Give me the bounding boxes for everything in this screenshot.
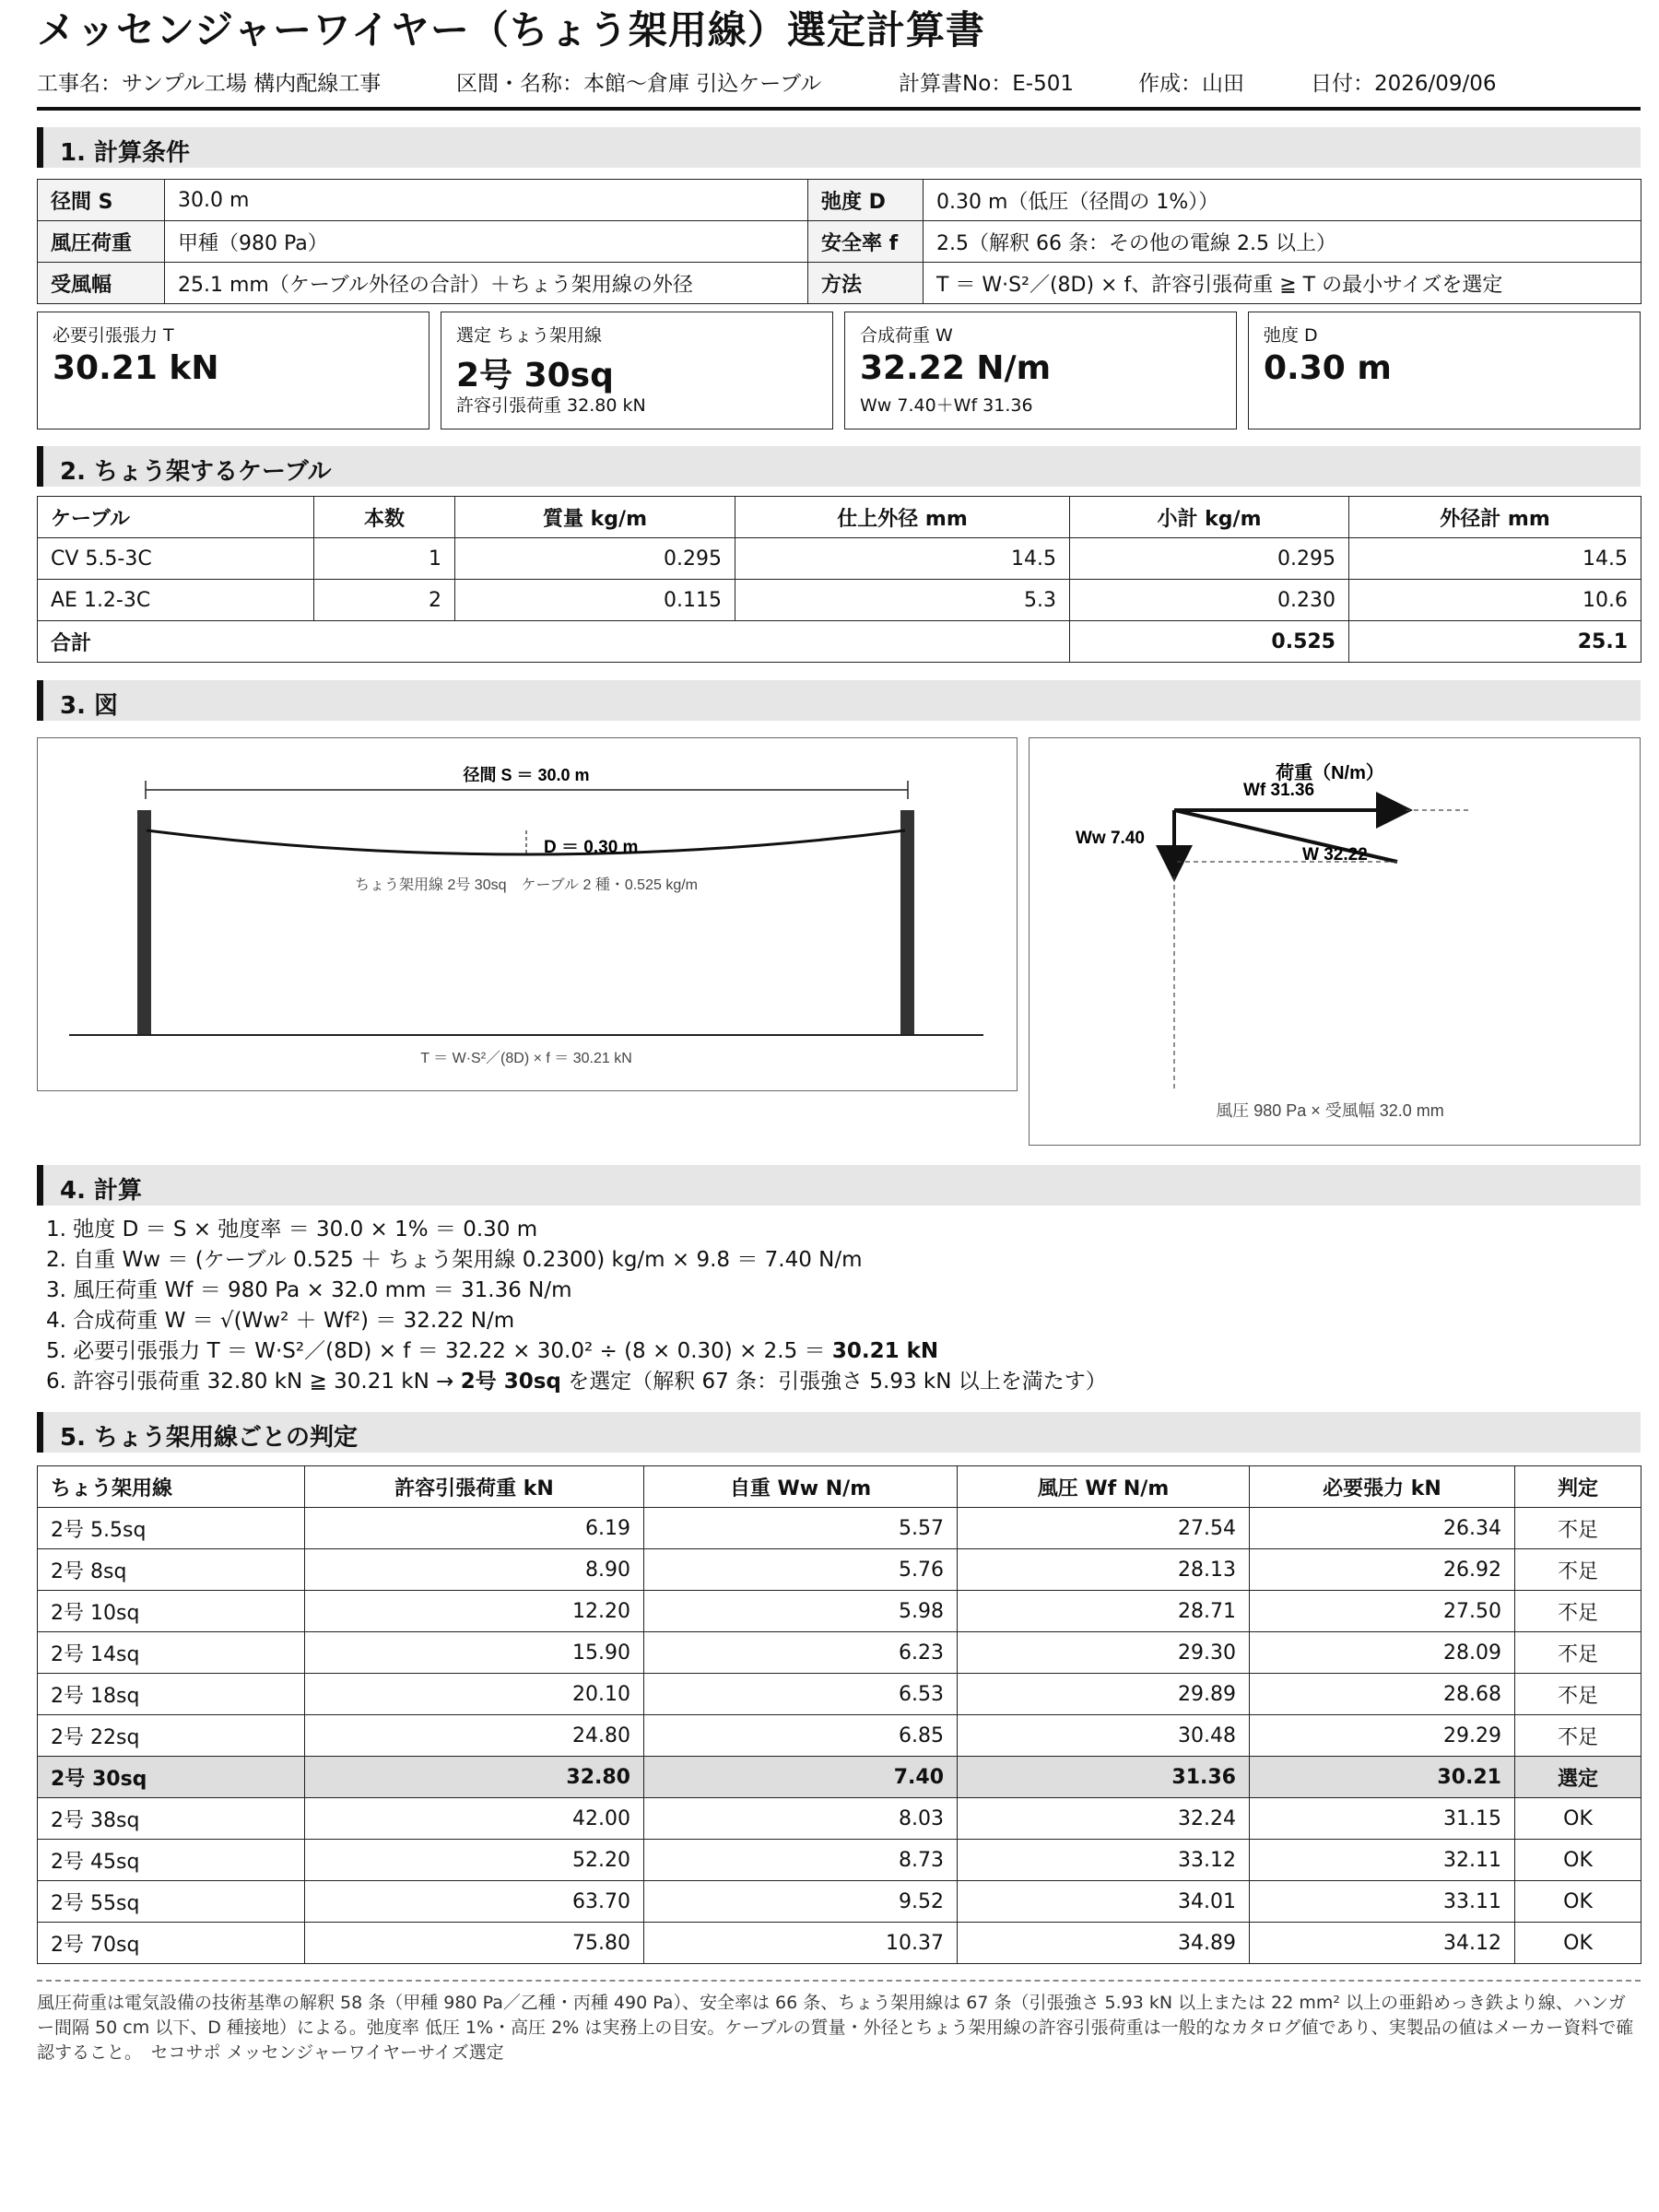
- conditions-row: [38, 180, 1641, 221]
- cell: 28.13: [958, 1549, 1250, 1591]
- result-card-load: [844, 312, 1237, 429]
- card-sub: Ww 7.40＋Wf 31.36: [860, 395, 1033, 416]
- calc-result: 2号 30sq: [460, 1370, 561, 1394]
- cell: 14.5: [1349, 538, 1641, 580]
- section-heading-figure: [37, 680, 1641, 721]
- cell: 42.00: [305, 1798, 644, 1840]
- conditions-row: [38, 263, 1641, 304]
- span-diagram: [38, 738, 1018, 1092]
- result-card-wire: [441, 312, 833, 429]
- card-value: 30.21 kN: [53, 349, 219, 387]
- table-row: [38, 1840, 1641, 1881]
- cell: 29.29: [1250, 1715, 1515, 1757]
- calc-text: 1. 弛度 D ＝ S × 弛度率 ＝ 30.0 × 1% ＝ 0.30 m: [46, 1218, 538, 1241]
- cell: 34.12: [1250, 1923, 1515, 1964]
- section-title: 2. ちょう架するケーブル: [60, 458, 332, 486]
- cell: 2号 14sq: [38, 1632, 305, 1674]
- calc-result: 30.21 kN: [831, 1339, 939, 1363]
- calc-text: 2. 自重 Ww ＝ (ケーブル 0.525 ＋ ちょう架用線 0.2300) kg/m × 9.8 ＝ 7.40 N/m: [46, 1248, 863, 1272]
- cell: 0.115: [455, 580, 735, 621]
- meta-doc-no: 計算書No：E-501: [899, 72, 1075, 96]
- cell: 27.50: [1250, 1591, 1515, 1632]
- cell: 8.03: [644, 1798, 958, 1840]
- cell: 28.71: [958, 1591, 1250, 1632]
- cell: 24.80: [305, 1715, 644, 1757]
- section-heading-judge: [37, 1412, 1641, 1453]
- cell: 2号 70sq: [38, 1923, 305, 1964]
- table-header-row: [38, 1466, 1641, 1508]
- result-card-sag: [1248, 312, 1641, 429]
- calc-text: を選定（解釈 67 条：引張強さ 5.93 kN 以上を満たす）: [560, 1370, 1107, 1394]
- cell: 10.6: [1349, 580, 1641, 621]
- cell: 2号 8sq: [38, 1549, 305, 1591]
- cell: 15.90: [305, 1632, 644, 1674]
- meta-section: 区間・名称：本館〜倉庫 引込ケーブル: [456, 72, 822, 96]
- cell: 2号 30sq: [38, 1757, 305, 1798]
- column-header: 仕上外径 mm: [735, 497, 1070, 538]
- cell: 2号 22sq: [38, 1715, 305, 1757]
- section-title: 1. 計算条件: [60, 139, 191, 167]
- calc-step: [46, 1367, 1107, 1397]
- cond-value: 2.5（解釈 66 条：その他の電線 2.5 以上）: [924, 221, 1641, 263]
- w-label: W 32.22: [1302, 845, 1368, 865]
- column-header: 質量 kg/m: [455, 497, 735, 538]
- column-header: 外径計 mm: [1349, 497, 1641, 538]
- table-row: [38, 1632, 1641, 1674]
- cell: 32.80: [305, 1757, 644, 1798]
- cell: 6.23: [644, 1632, 958, 1674]
- cell: 5.76: [644, 1549, 958, 1591]
- span-label: 径間 S ＝ 30.0 m: [463, 766, 590, 784]
- cell: 0.230: [1070, 580, 1349, 621]
- cond-value: 甲種（980 Pa）: [165, 221, 808, 263]
- cond-label: 受風幅: [38, 263, 165, 304]
- cond-value: 25.1 mm（ケーブル外径の合計）＋ちょう架用線の外径: [165, 263, 808, 304]
- cell: 14.5: [735, 538, 1070, 580]
- cell: 31.15: [1250, 1798, 1515, 1840]
- table-row: [38, 1798, 1641, 1840]
- left-pole: [137, 810, 151, 1035]
- cell: 10.37: [644, 1923, 958, 1964]
- cell: 7.40: [644, 1757, 958, 1798]
- cell: 28.09: [1250, 1632, 1515, 1674]
- result-card-tension: [37, 312, 429, 429]
- card-label: 弛度 D: [1264, 325, 1318, 346]
- cell: 不足: [1515, 1508, 1641, 1549]
- table-row: [38, 1881, 1641, 1923]
- cell: 2号 18sq: [38, 1674, 305, 1715]
- cond-value: T ＝ W·S²／(8D) × f、許容引張荷重 ≧ T の最小サイズを選定: [924, 263, 1641, 304]
- cond-label: 方法: [808, 263, 924, 304]
- judge-table: [37, 1465, 1641, 1964]
- cond-label: 径間 S: [38, 180, 165, 221]
- cell: 27.54: [958, 1508, 1250, 1549]
- cell: 26.34: [1250, 1508, 1515, 1549]
- cell: 75.80: [305, 1923, 644, 1964]
- calc-text: 6. 許容引張荷重 32.80 kN ≧ 30.21 kN →: [46, 1370, 461, 1394]
- column-header: 判定: [1515, 1466, 1641, 1508]
- calc-text: 4. 合成荷重 W ＝ √(Ww² ＋ Wf²) ＝ 32.22 N/m: [46, 1309, 515, 1333]
- section-heading-conditions: [37, 127, 1641, 168]
- table-row: [38, 580, 1641, 621]
- cell: OK: [1515, 1923, 1641, 1964]
- section-heading-calc: [37, 1165, 1641, 1206]
- table-row: [38, 1674, 1641, 1715]
- table-row: [38, 538, 1641, 580]
- cond-value: 30.0 m: [165, 180, 808, 221]
- table-row: [38, 1591, 1641, 1632]
- total-label: 合計: [38, 621, 1070, 663]
- meta-author: 作成：山田: [1138, 72, 1244, 96]
- footnote: 風圧荷重は電気設備の技術基準の解釈 58 条（甲種 980 Pa／乙種・丙種 490 Pa）、安全率は 66 条、ちょう架用線は 67 条（引張強さ 5.93 kN 以上または 22 mm² 以上の亜鉛めっき鉄より線、ハンガー間隔 50 cm 以下、D 種接地）による。弛度率 低圧 1%・高圧 2% は実務上の目安。ケーブルの質量・外径とちょう架用線の許容引張荷重は一般的なカタログ値であり、実製品の値はメーカー資料で確認すること。 セコサポ メッセンジャーワイヤーサイズ選定: [37, 1980, 1641, 2065]
- cell: 26.92: [1250, 1549, 1515, 1591]
- header-rule: [37, 107, 1641, 111]
- cell: 9.52: [644, 1881, 958, 1923]
- column-header: ちょう架用線: [38, 1466, 305, 1508]
- column-header: 風圧 Wf N/m: [958, 1466, 1250, 1508]
- cell: 5.57: [644, 1508, 958, 1549]
- column-header: ケーブル: [38, 497, 314, 538]
- card-value: 32.22 N/m: [860, 349, 1052, 387]
- cell: 不足: [1515, 1591, 1641, 1632]
- cell: 6.53: [644, 1674, 958, 1715]
- cell: 30.48: [958, 1715, 1250, 1757]
- table-row-selected: [38, 1757, 1641, 1798]
- column-header: 必要張力 kN: [1250, 1466, 1515, 1508]
- cell: 29.30: [958, 1632, 1250, 1674]
- calc-step: [46, 1306, 1107, 1336]
- column-header: 自重 Ww N/m: [644, 1466, 958, 1508]
- cond-value: 0.30 m（低圧（径間の 1%））: [924, 180, 1641, 221]
- calc-steps: [46, 1215, 1107, 1397]
- table-header-row: [38, 497, 1641, 538]
- cell: 32.24: [958, 1798, 1250, 1840]
- calc-step: [46, 1215, 1107, 1245]
- cell: 選定: [1515, 1757, 1641, 1798]
- cell: OK: [1515, 1881, 1641, 1923]
- card-label: 合成荷重 W: [860, 325, 953, 346]
- cell: 33.12: [958, 1840, 1250, 1881]
- cell: 34.01: [958, 1881, 1250, 1923]
- section-title: 4. 計算: [60, 1177, 143, 1205]
- cell: 20.10: [305, 1674, 644, 1715]
- sag-label: D ＝ 0.30 m: [544, 838, 639, 857]
- cell: 2号 10sq: [38, 1591, 305, 1632]
- wf-label: Wf 31.36: [1243, 781, 1315, 800]
- card-value: 2号 30sq: [456, 357, 614, 394]
- cell: 8.90: [305, 1549, 644, 1591]
- section-heading-cables: [37, 446, 1641, 487]
- cell: 32.11: [1250, 1840, 1515, 1881]
- cell: 6.19: [305, 1508, 644, 1549]
- wire-label: ちょう架用線 2号 30sq ケーブル 2 種・0.525 kg/m: [355, 877, 698, 893]
- total-mass: 0.525: [1070, 621, 1349, 663]
- cell: CV 5.5-3C: [38, 538, 314, 580]
- meta-date: 日付：2026/09/06: [1311, 72, 1497, 96]
- cell: 不足: [1515, 1632, 1641, 1674]
- table-total-row: [38, 621, 1641, 663]
- page-title: メッセンジャーワイヤー（ちょう架用線）選定計算書: [37, 7, 985, 53]
- cell: 5.3: [735, 580, 1070, 621]
- cell: 2号 38sq: [38, 1798, 305, 1840]
- cell: 0.295: [1070, 538, 1349, 580]
- cell: 28.68: [1250, 1674, 1515, 1715]
- cond-label: 安全率 f: [808, 221, 924, 263]
- card-value: 0.30 m: [1264, 349, 1392, 387]
- conditions-table: [37, 179, 1641, 304]
- card-sub: 許容引張荷重 32.80 kN: [456, 395, 646, 416]
- column-header: 本数: [314, 497, 455, 538]
- total-od: 25.1: [1349, 621, 1641, 663]
- cell: 29.89: [958, 1674, 1250, 1715]
- span-figure: [37, 737, 1018, 1091]
- cell: 34.89: [958, 1923, 1250, 1964]
- load-title: 荷重（N/m）: [1276, 763, 1384, 783]
- cell: 52.20: [305, 1840, 644, 1881]
- section-title: 3. 図: [60, 692, 119, 720]
- cell: AE 1.2-3C: [38, 580, 314, 621]
- cell: 33.11: [1250, 1881, 1515, 1923]
- cell: OK: [1515, 1840, 1641, 1881]
- cell: 2号 55sq: [38, 1881, 305, 1923]
- meta-project: 工事名：サンプル工場 構内配線工事: [37, 72, 382, 96]
- cell: 1: [314, 538, 455, 580]
- cell: 12.20: [305, 1591, 644, 1632]
- section-title: 5. ちょう架用線ごとの判定: [60, 1424, 359, 1452]
- cond-label: 風圧荷重: [38, 221, 165, 263]
- load-diagram: [1030, 738, 1641, 1147]
- cell: 5.98: [644, 1591, 958, 1632]
- cell: OK: [1515, 1798, 1641, 1840]
- cell: 0.295: [455, 538, 735, 580]
- load-figure: [1029, 737, 1641, 1146]
- cell: 不足: [1515, 1715, 1641, 1757]
- cond-label: 弛度 D: [808, 180, 924, 221]
- table-row: [38, 1508, 1641, 1549]
- card-label: 選定 ちょう架用線: [456, 325, 603, 346]
- cell: 31.36: [958, 1757, 1250, 1798]
- calc-step: [46, 1245, 1107, 1276]
- table-row: [38, 1549, 1641, 1591]
- right-pole: [900, 810, 914, 1035]
- cell: 2号 5.5sq: [38, 1508, 305, 1549]
- conditions-row: [38, 221, 1641, 263]
- ww-label: Ww 7.40: [1076, 829, 1145, 848]
- table-row: [38, 1715, 1641, 1757]
- cell: 不足: [1515, 1549, 1641, 1591]
- calc-step: [46, 1276, 1107, 1306]
- tension-formula: T ＝ W·S²／(8D) × f ＝ 30.21 kN: [420, 1051, 632, 1066]
- column-header: 許容引張荷重 kN: [305, 1466, 644, 1508]
- cell: 2: [314, 580, 455, 621]
- cell: 不足: [1515, 1674, 1641, 1715]
- table-row: [38, 1923, 1641, 1964]
- cell: 2号 45sq: [38, 1840, 305, 1881]
- column-header: 小計 kg/m: [1070, 497, 1349, 538]
- cable-table: [37, 496, 1641, 663]
- cell: 8.73: [644, 1840, 958, 1881]
- cell: 63.70: [305, 1881, 644, 1923]
- load-caption: 風圧 980 Pa × 受風幅 32.0 mm: [1216, 1101, 1444, 1120]
- calc-text: 5. 必要引張張力 T ＝ W·S²／(8D) × f ＝ 32.22 × 30.0² ÷ (8 × 0.30) × 2.5 ＝: [46, 1339, 832, 1363]
- calc-text: 3. 風圧荷重 Wf ＝ 980 Pa × 32.0 mm ＝ 31.36 N/m: [46, 1278, 572, 1302]
- calc-step: [46, 1336, 1107, 1367]
- card-label: 必要引張張力 T: [53, 325, 174, 346]
- cell: 6.85: [644, 1715, 958, 1757]
- cell: 30.21: [1250, 1757, 1515, 1798]
